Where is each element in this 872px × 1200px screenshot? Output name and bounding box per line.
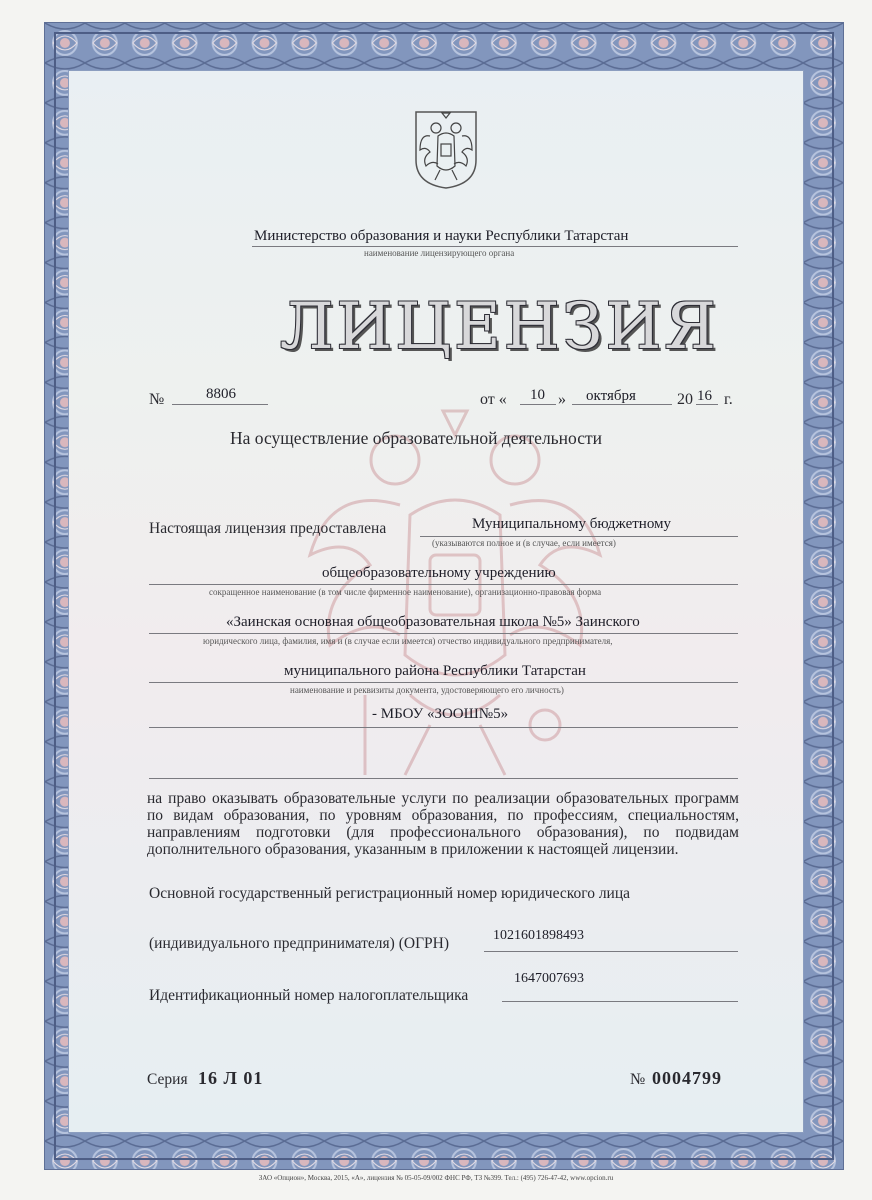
coat-of-arms-icon — [412, 108, 480, 190]
date-month: октября — [586, 388, 636, 404]
authority-caption: наименование лицензирующего органа — [364, 248, 515, 258]
grantee-caption-4: наименование и реквизиты документа, удостоверяющего его личность) — [290, 685, 564, 695]
ogrn-value: 1021601898493 — [493, 928, 584, 943]
grantee-line-4: муниципального района Республики Татарстан — [284, 663, 586, 679]
printer-footer: ЗАО «Опцион», Москва, 2015, «А», лицензия № 05-05-09/002 ФНС РФ, ТЗ №399. Тел.: (495) 726-47-42, www.opcion.ru — [258, 1174, 614, 1182]
grantee-caption-2: сокращенное наименование (в том числе фирменное наименование), организационно-правовая форма — [209, 587, 602, 597]
authority-underline — [252, 246, 738, 247]
licensing-authority-name: Министерство образования и науки Республики Татарстан — [254, 228, 629, 244]
date-day: 10 — [530, 387, 545, 403]
license-number: 8806 — [206, 386, 236, 402]
document-title: ЛИЦЕНЗИЯ — [280, 290, 719, 364]
date-prefix: от « — [480, 391, 507, 408]
year-unit: г. — [724, 391, 733, 408]
ogrn-label-1: Основной государственный регистрационный номер юридического лица — [149, 885, 631, 902]
grantee-caption-1: (указываются полное и (в случае, если имеется) — [432, 538, 616, 548]
rights-paragraph: на право оказывать образовательные услуги по реализации образовательных программ по видам образования, по уровням образования, по профессиям, специальностям, направлениям подготовки (для профессионального образования), по подвидам дополнительного образования, указанным в приложении к настоящей лицензии. — [147, 790, 739, 858]
blank-number: 0004799 — [652, 1068, 722, 1088]
grantee-line-2: общеобразовательному учреждению — [322, 565, 556, 581]
grantee-caption-3: юридического лица, фамилия, имя и (в случае если имеется) отчество индивидуального предпринимателя, — [203, 636, 613, 646]
grantee-underline-5 — [149, 727, 738, 728]
series-value: 16 Л 01 — [198, 1068, 264, 1088]
blank-number-label: № — [630, 1071, 646, 1088]
grantee-line-3: «Заинская основная общеобразовательная школа №5» Заинского — [226, 614, 640, 630]
year-underline — [696, 404, 718, 405]
date-close: » — [558, 391, 566, 408]
inn-label: Идентификационный номер налогоплательщика — [149, 987, 469, 1004]
grantee-underline-6 — [149, 778, 738, 779]
grantee-underline-1 — [420, 536, 738, 537]
number-underline — [172, 404, 268, 405]
year-suffix: 16 — [697, 388, 712, 404]
inn-underline — [502, 1001, 738, 1002]
month-underline — [572, 404, 672, 405]
license-purpose: На осуществление образовательной деятельности — [230, 428, 602, 448]
grantee-underline-3 — [149, 633, 738, 634]
ogrn-label-2: (индивидуального предпринимателя) (ОГРН) — [149, 935, 450, 952]
grantee-underline-2 — [149, 584, 738, 585]
day-underline — [520, 404, 556, 405]
grantee-underline-4 — [149, 682, 738, 683]
ogrn-underline — [484, 951, 738, 952]
series-label: Серия — [147, 1071, 188, 1088]
year-prefix: 20 — [677, 391, 693, 408]
grantee-line-1: Муниципальному бюджетному — [472, 516, 672, 532]
license-number-label: № — [149, 391, 165, 408]
grantee-label: Настоящая лицензия предоставлена — [149, 520, 387, 537]
inn-value: 1647007693 — [514, 971, 584, 986]
grantee-line-5: - МБОУ «ЗООШ№5» — [372, 706, 509, 722]
